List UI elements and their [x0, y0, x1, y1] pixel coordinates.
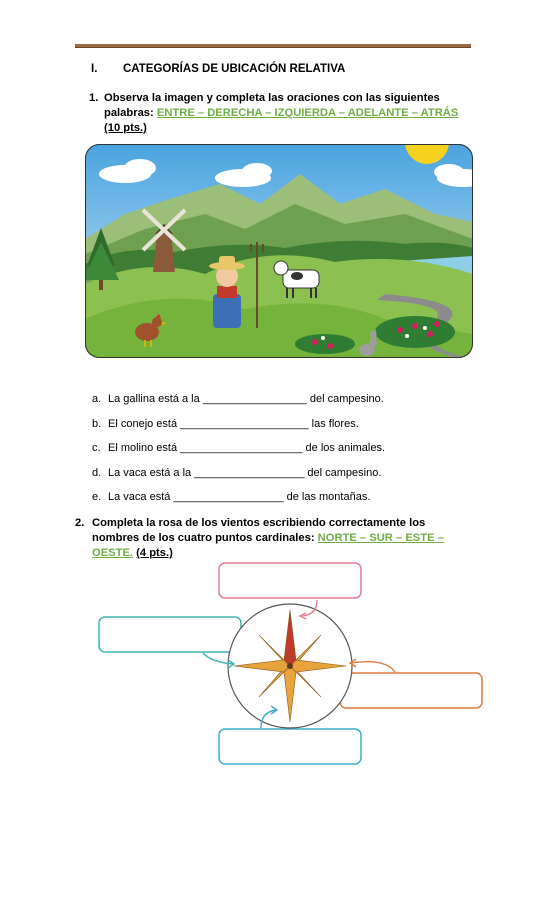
sentence-letter: b. — [92, 418, 102, 430]
sentence-text: El conejo está _____________________ las flores. — [108, 418, 359, 430]
question-2 — [75, 516, 475, 561]
question-2-points: (4 pts.) — [136, 547, 173, 559]
question-1-number: 1. — [89, 92, 99, 104]
section-heading — [91, 63, 345, 75]
sentence-e — [92, 491, 370, 503]
section-title: CATEGORÍAS DE UBICACIÓN RELATIVA — [123, 63, 346, 75]
sentence-letter: e. — [92, 491, 102, 503]
compass-rose-exercise — [95, 558, 490, 773]
arrow-east — [351, 662, 395, 672]
sentence-b — [92, 418, 359, 430]
question-1-points: (10 pts.) — [104, 122, 147, 134]
answer-box-east[interactable] — [340, 673, 482, 708]
question-2-text: Completa la rosa de los vientos escribiendo correctamente los nombres de los cuatro puntos cardinales: — [92, 517, 426, 544]
sentence-text: La vaca está a la __________________ del campesino. — [108, 467, 382, 479]
answer-box-south[interactable] — [219, 729, 361, 764]
sentence-letter: d. — [92, 467, 102, 479]
sentence-text: El molino está ____________________ de los animales. — [108, 442, 386, 454]
sentence-d — [92, 467, 381, 479]
question-1 — [89, 91, 474, 136]
sentence-c — [92, 442, 385, 454]
farm-illustration — [85, 144, 473, 358]
sentence-text: La gallina está a la _________________ del campesino. — [108, 393, 384, 405]
question-1-word-bank: ENTRE – DERECHA – IZQUIERDA – ADELANTE – ATRÁS — [156, 107, 459, 119]
answer-box-north[interactable] — [219, 563, 361, 598]
sentence-a — [92, 393, 384, 405]
sentence-letter: a. — [92, 393, 102, 405]
header-rule — [75, 44, 471, 48]
section-number: I. — [91, 63, 98, 75]
question-2-number: 2. — [75, 517, 85, 529]
sentence-letter: c. — [92, 442, 101, 454]
sentence-text: La vaca está __________________ de las montañas. — [108, 491, 371, 503]
question-1-text: Observa la imagen y completa las oraciones con las siguientes palabras: — [104, 92, 440, 119]
question-2-word-bank: NORTE – SUR – ESTE – OESTE. — [92, 532, 444, 559]
answer-box-west[interactable] — [99, 617, 241, 652]
